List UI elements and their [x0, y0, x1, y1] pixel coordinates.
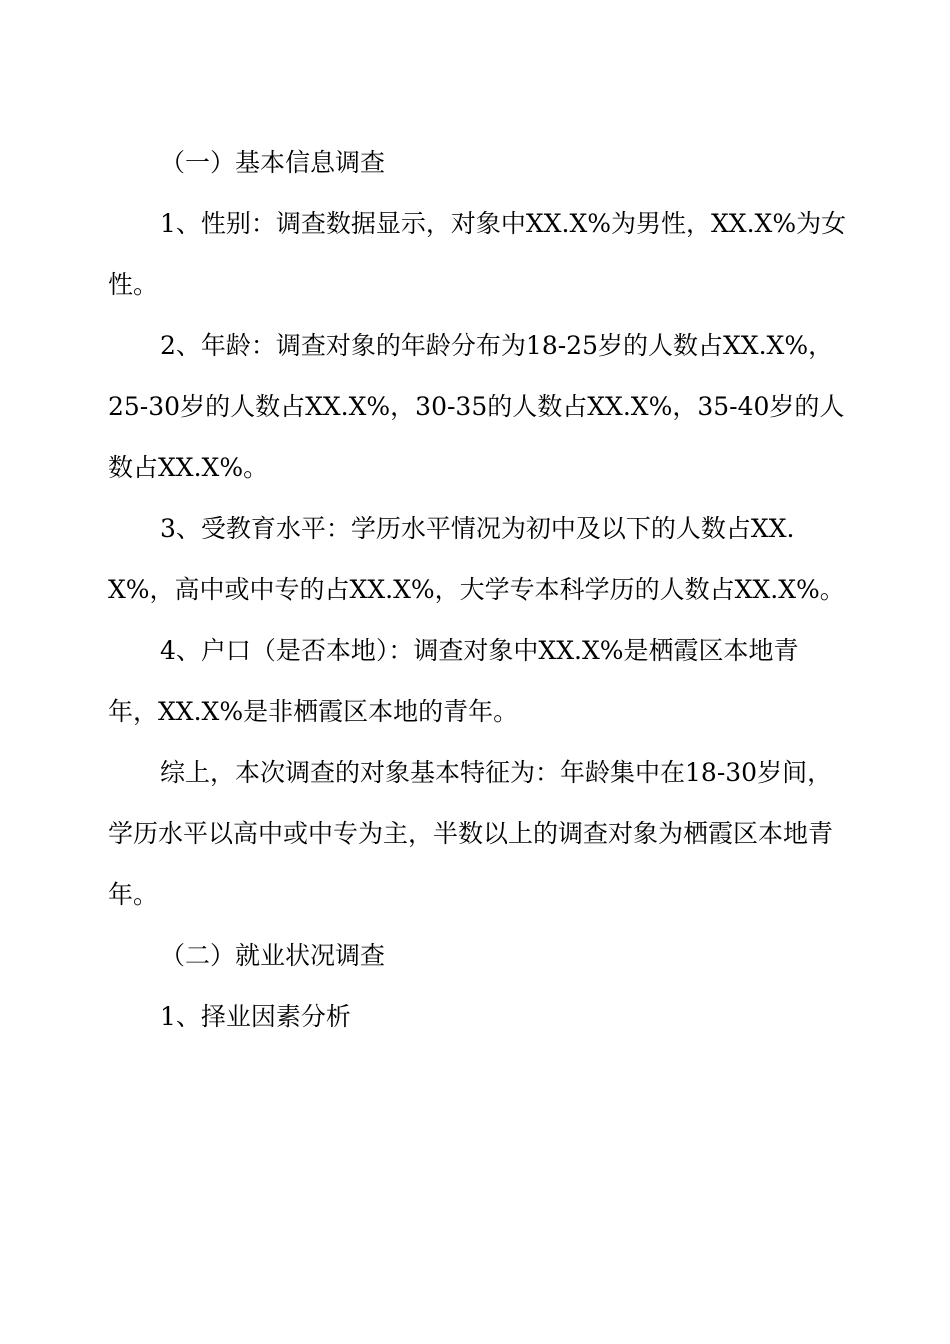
paragraph-career-factors: 1、择业因素分析 [160, 1002, 351, 1031]
section-heading-basic-info: （一）基本信息调查 [160, 148, 386, 177]
paragraph-age: 2、年龄：调查对象的年龄分布为18-25岁的人数占XX.X%，25-30岁的人数占XX.X%，30-35的人数占XX.X%，35-40岁的人数占XX.X%。 [108, 331, 845, 482]
document-body [108, 132, 848, 1047]
section-heading-employment: （二）就业状况调查 [160, 941, 386, 970]
paragraph-household: 4、户口（是否本地）：调查对象中XX.X%是栖霞区本地青年，XX.X%是非栖霞区本地的青年。 [108, 636, 799, 726]
paragraph-gender: 1、性别：调查数据显示，对象中XX.X%为男性，XX.X%为女性。 [108, 209, 847, 299]
paragraph-education: 3、受教育水平：学历水平情况为初中及以下的人数占XX.X%，高中或中专的占XX.X%，大学专本科学历的人数占XX.X%。 [108, 514, 845, 604]
paragraph-summary: 综上，本次调查的对象基本特征为：年龄集中在18-30岁间，学历水平以高中或中专为主，半数以上的调查对象为栖霞区本地青年。 [108, 758, 834, 909]
